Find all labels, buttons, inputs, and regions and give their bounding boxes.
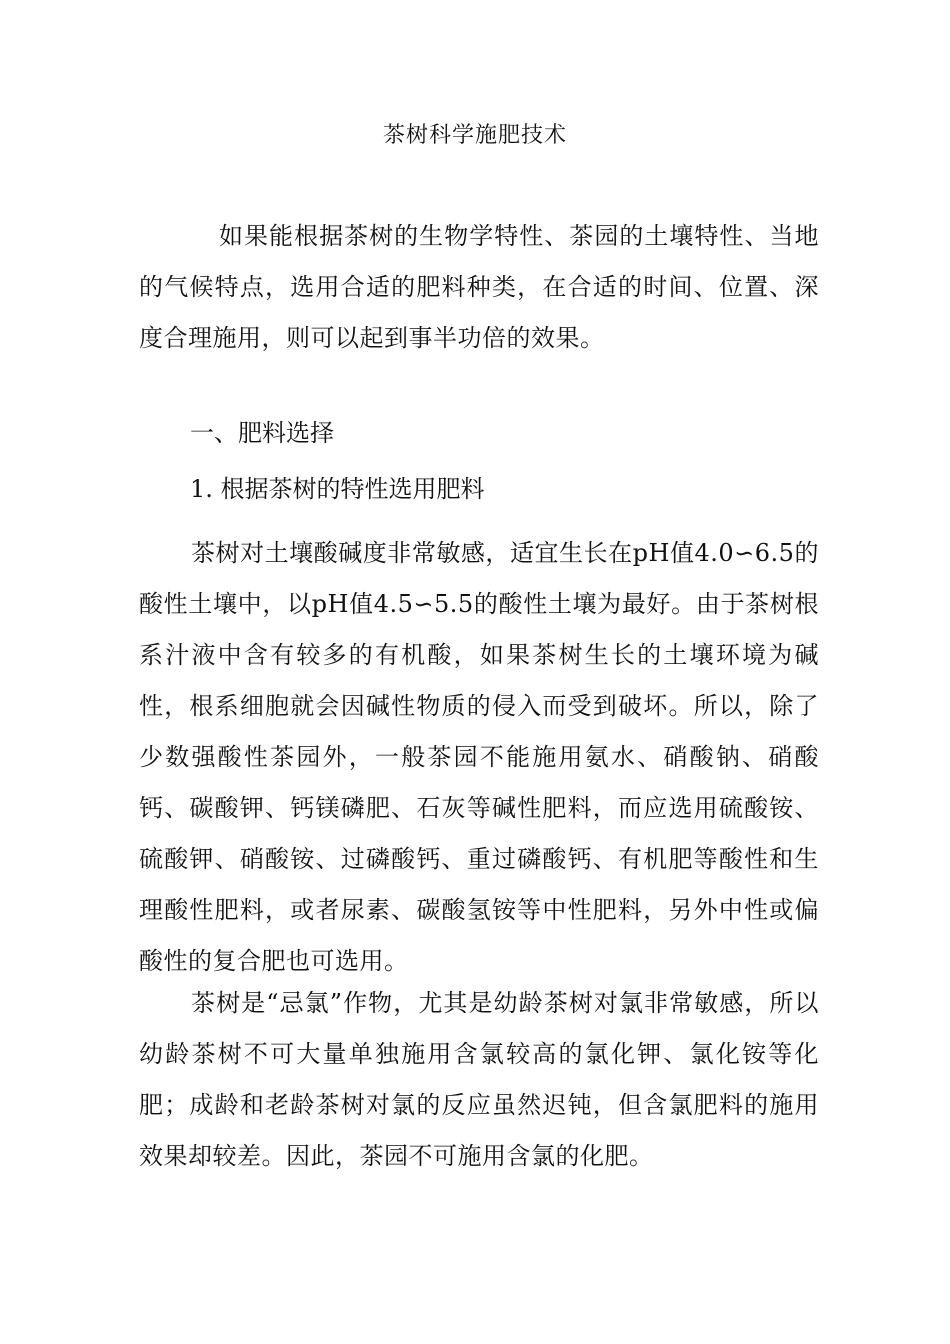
intro-paragraph: 如果能根据茶树的生物学特性、茶园的土壤特性、当地的气候特点，选用合适的肥料种类，在合适的时间、位置、深度合理施用，则可以起到事半功倍的效果。	[139, 222, 819, 352]
chlorine-paragraph: 茶树是“忌氯”作物，尤其是幼龄茶树对氯非常敏感，所以幼龄茶树不可大量单独施用含氯较高的氯化钾、氯化铵等化肥；成龄和老龄茶树对氯的反应虽然迟钝，但含氯肥料的施用效果却较差。因此，茶园不可施用含氯的化肥。	[139, 989, 819, 1170]
section-heading: 一、肥料选择	[190, 419, 334, 447]
subsection-heading: 1. 根据茶树的特性选用肥料	[190, 475, 485, 503]
acidity-paragraph: 茶树对土壤酸碱度非常敏感，适宜生长在pH值4.0∽6.5的酸性土壤中，以pH值4.5∽5.5的酸性土壤为最好。由于茶树根系汁液中含有较多的有机酸，如果茶树生长的土壤环境为碱性，根系细胞就会因碱性物质的侵入而受到破坏。所以，除了少数强酸性茶园外，一般茶园不能施用氨水、硝酸钠、硝酸钙、碳酸钾、钙镁磷肥、石灰等碱性肥料，而应选用硫酸铵、硫酸钾、硝酸铵、过磷酸钙、重过磷酸钙、有机肥等酸性和生理酸性肥料，或者尿素、碳酸氢铵等中性肥料，另外中性或偏酸性的复合肥也可选用。	[139, 539, 819, 975]
document-title: 茶树科学施肥技术	[382, 123, 567, 148]
